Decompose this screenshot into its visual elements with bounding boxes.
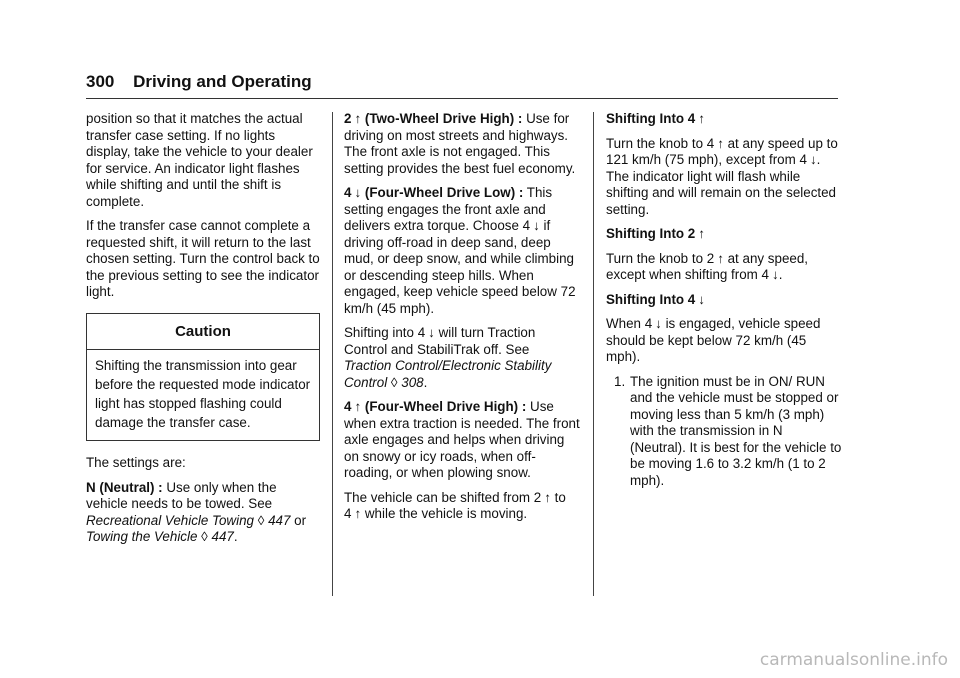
four-low-label: (Four-Wheel Drive Low) : (361, 185, 524, 200)
p1-text-a: Turn the knob to 4 (606, 135, 715, 151)
arrow-up-icon: ↑ (717, 135, 724, 151)
heading-text: Shifting Into 2 (606, 226, 696, 241)
column-divider-2 (593, 112, 594, 596)
arrow-up-icon: ↑ (698, 111, 705, 126)
paragraph-shifting-into-2-high (606, 251, 842, 284)
page-number: 300 (86, 72, 115, 91)
two-high-label: (Two-Wheel Drive High) : (361, 111, 523, 126)
paragraph-shift-while-moving (344, 490, 580, 523)
arrow-up-icon: ↑ (354, 111, 362, 126)
p2-text-b: at any speed, except when shifting from 4 (606, 250, 809, 282)
settings-intro: The settings are: (86, 455, 186, 470)
list-number: 1. (614, 373, 626, 389)
four-low-text-1: This setting engages the front axle and delivers extra torque. Choose 4 (344, 185, 553, 233)
paragraph-four-low (344, 185, 580, 317)
four-low-text-2: if driving off-road in deep sand, deep mud, or deep snow, and while climbing or descending steep hills. When engaged, keep vehicle speed below 72 km/h (45 mph). (344, 218, 576, 316)
arrow-down-icon: ↓ (428, 325, 435, 340)
paragraph-shifting-into-4-high (606, 136, 842, 219)
four-high-num: 4 (344, 399, 352, 414)
column-1 (86, 111, 320, 554)
arrow-down-icon: ↓ (354, 185, 362, 200)
watermark: carmanualsonline.info (759, 650, 948, 670)
p3-text-a: When 4 (606, 316, 653, 331)
arrow-up-icon: ↑ (717, 250, 724, 266)
header-rule (86, 98, 838, 99)
page-ref-308[interactable]: 308 (401, 374, 424, 390)
page-ref-447-a[interactable]: 447 (268, 512, 291, 528)
heading-text: Shifting Into 4 (606, 291, 696, 307)
shift-low-end: . (423, 374, 428, 390)
column-3 (606, 111, 842, 489)
two-high-num: 2 (344, 111, 352, 126)
paragraph-shift-low (344, 325, 580, 391)
caution-title: Caution (87, 314, 319, 351)
link-traction-control[interactable]: Traction Control/Electronic Stability Control (344, 358, 552, 390)
page-ref-icon: ◊ (257, 512, 265, 528)
heading-text: Shifting Into 4 (606, 111, 696, 126)
link-towing-the-vehicle[interactable]: Towing the Vehicle (86, 529, 198, 544)
arrow-down-icon: ↓ (698, 291, 705, 307)
four-low-num: 4 (344, 185, 352, 200)
page-ref-447-b[interactable]: 447 (211, 529, 234, 544)
neutral-end: . (233, 529, 238, 544)
arrow-up-icon: ↑ (354, 399, 362, 414)
paragraph-two-high (344, 111, 580, 177)
neutral-label: N (Neutral) : (86, 479, 163, 495)
four-high-text: Use when extra traction is needed. The front axle engages and helps when driving on snowy or icy roads, when off-roading, or when plowing snow. (344, 399, 580, 480)
paragraph-transfer-case-setting: position so that it matches the actual transfer case setting. If no lights display, take the vehicle to your dealer for service. An indicator light flashes while shifting and until the shift is complete. (86, 111, 313, 209)
paragraph-shift-failure: If the transfer case cannot complete a requested shift, it will return to the last chosen setting. Turn the control back to the previous setting to see the indicator light. (86, 218, 320, 299)
p1-text-c: . The indicator light will flash while shifting and will remain on the selected setting. (606, 152, 837, 217)
arrow-down-icon: ↓ (809, 152, 817, 167)
page-ref-icon: ◊ (390, 374, 398, 390)
arrow-up-icon: ↑ (698, 226, 705, 241)
shift-low-text-2: will turn Traction Control and StabiliTrak off. See (344, 325, 536, 357)
caution-box (86, 313, 320, 442)
p3-text-b: is engaged, vehicle speed should be kept below 72 km/h (45 mph). (606, 316, 821, 364)
heading-shifting-into-2-high (606, 226, 842, 243)
column-2 (344, 111, 580, 531)
heading-shifting-into-4-high (606, 111, 842, 128)
p2-text-a: Turn the knob to 2 (606, 250, 715, 266)
arrow-up-icon: ↑ (354, 506, 362, 521)
heading-shifting-into-4-low (606, 292, 842, 309)
caution-text: Shifting the transmission into gear before the requested mode indicator light has stopped flashing could damage the transfer case. (95, 358, 311, 430)
two-high-text: Use for driving on most streets and highways. The front axle is not engaged. This setting provides the best fuel economy. (344, 111, 576, 176)
neutral-text: Use only when the vehicle needs to be towed. See (86, 479, 277, 511)
shift-from-text-2: to 4 (344, 489, 566, 521)
arrow-down-icon: ↓ (772, 267, 779, 282)
list-item (614, 374, 842, 490)
link-recreational-vehicle-towing[interactable]: Recreational Vehicle Towing (86, 512, 254, 528)
p1-text-b: at any speed up to 121 km/h (75 mph), except from 4 (606, 135, 838, 167)
arrow-down-icon: ↓ (533, 218, 540, 233)
shift-from-text-1: The vehicle can be shifted from 2 (344, 489, 542, 505)
column-divider-1 (332, 112, 333, 596)
p2-text-c: . (778, 267, 783, 282)
list-text: The ignition must be in ON/ RUN and the vehicle must be stopped or moving less than 5 km/h (3 mph) with the transmission in N (Neutral). It is best for the vehicle to be moving 1.6 to 3.2 km/h (1 to 2 mph). (630, 373, 842, 488)
paragraph-four-high (344, 399, 580, 482)
paragraph-shifting-into-4-low (606, 316, 842, 366)
page-ref-icon: ◊ (201, 529, 208, 544)
section-title: Driving and Operating (133, 72, 312, 91)
shift-from-text-3: while the vehicle is moving. (361, 506, 528, 521)
shift-low-text-1: Shifting into 4 (344, 325, 426, 340)
neutral-or: or (290, 512, 307, 528)
arrow-up-icon: ↑ (544, 489, 551, 505)
four-high-label: (Four-Wheel Drive High) : (361, 399, 527, 414)
paragraph-neutral (86, 480, 320, 546)
page-header (86, 72, 312, 92)
arrow-down-icon: ↓ (655, 316, 662, 331)
